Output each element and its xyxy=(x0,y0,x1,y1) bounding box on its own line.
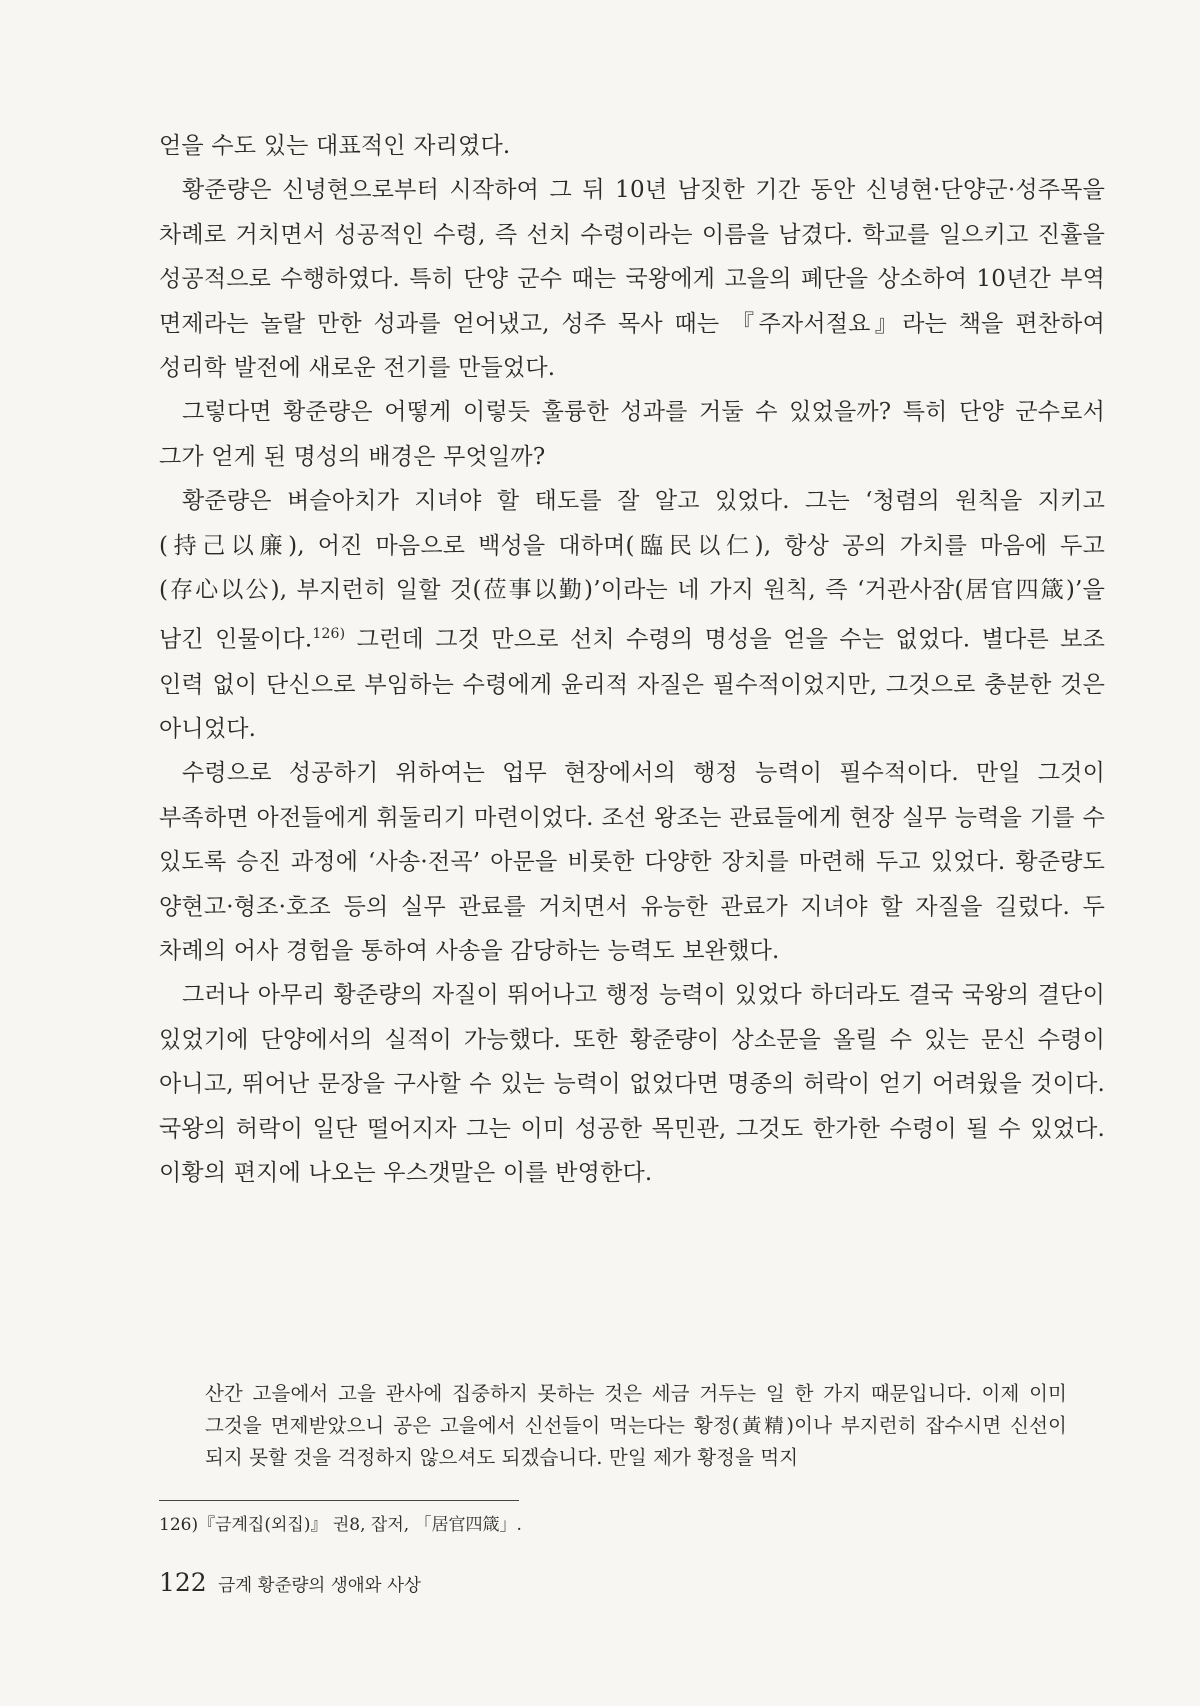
body-text xyxy=(159,124,1105,1195)
principles-text: 황준량은 벼슬아치가 지녀야 할 태도를 잘 알고 있었다. 그는 ‘청렴의 원칙을 지키고(持己以廉), 어진 마음으로 백성을 대하며(臨民以仁), 항상 공의 가치를 마음에 두고(存心以公), 부지런히 일할 것(莅事以勤)’이라는 네 가지 원칙, 즉 ‘거관사잠(居官四箴)’을 남긴 인물이다. xyxy=(159,488,1105,654)
paragraph-administration: 수령으로 성공하기 위하여는 업무 현장에서의 행정 능력이 필수적이다. 만일 그것이 부족하면 아전들에게 휘둘리기 마련이었다. 조선 왕조는 관료들에게 현장 실무 능력을 기를 수 있도록 승진 과정에 ‘사송·전곡’ 아문을 비롯한 다양한 장치를 마련해 두고 있었다. 황준량도 양현고·형조·호조 등의 실무 관료를 거치면서 유능한 관료가 지녀야 할 자질을 길렀다. 두 차례의 어사 경험을 통하여 사송을 감당하는 능력도 보완했다. xyxy=(159,760,1105,964)
block-quote: 산간 고을에서 고을 관사에 집중하지 못하는 것은 세금 거두는 일 한 가지 때문입니다. 이제 이미 그것을 면제받았으니 공은 고을에서 신선들이 먹는다는 황정(黃精)이나 부지런히 잡수시면 신선이 되지 못할 것을 걱정하지 않으셔도 되겠습니다. 만일 제가 황정을 먹지 xyxy=(205,1382,1067,1469)
paragraph-principles xyxy=(159,479,1105,751)
footnote: 126)『금계집(외집)』 권8, 잡저, 「居官四箴」. xyxy=(159,1515,522,1535)
paragraph-continuation: 얻을 수도 있는 대표적인 자리였다. xyxy=(159,133,511,159)
paragraph-royal-decision: 그러나 아무리 황준량의 자질이 뛰어나고 행정 능력이 있었다 하더라도 결국 국왕의 결단이 있었기에 단양에서의 실적이 가능했다. 또한 황준량이 상소문을 올릴 수 있는 문신 수령이 아니고, 뛰어난 문장을 구사할 수 있는 능력이 없었다면 명종의 허락이 얻기 어려웠을 것이다. 국왕의 허락이 일단 떨어지자 그는 이미 성공한 목민관, 그것도 한가한 수령이 될 수 있었다. 이황의 편지에 나오는 우스갯말은 이를 반영한다. xyxy=(159,982,1105,1186)
paragraph-question: 그렇다면 황준량은 어떻게 이렇듯 훌륭한 성과를 거둘 수 있었을까? 특히 단양 군수로서 그가 얻게 된 명성의 배경은 무엇일까? xyxy=(159,399,1105,470)
page-number: 122 xyxy=(159,1568,207,1597)
page-footer xyxy=(159,1568,421,1601)
principles-text-continued: 그런데 그것 만으로 선치 수령의 명성을 얻을 수는 없었다. 별다른 보조 인력 없이 단신으로 부임하는 수령에게 윤리적 자질은 필수적이었지만, 그것으로 충분한 것은 아니었다. xyxy=(159,627,1106,742)
footnote-reference: 126) xyxy=(312,626,346,643)
paragraph-career-summary: 황준량은 신녕현으로부터 시작하여 그 뒤 10년 남짓한 기간 동안 신녕현·단양군·성주목을 차례로 거치면서 성공적인 수령, 즉 선치 수령이라는 이름을 남겼다. 학교를 일으키고 진휼을 성공적으로 수행하였다. 특히 단양 군수 때는 국왕에게 고을의 폐단을 상소하여 10년간 부역 면제라는 놀랄 만한 성과를 얻어냈고, 성주 목사 때는 『주자서절요』라는 책을 편찬하여 성리학 발전에 새로운 전기를 만들었다. xyxy=(159,177,1105,382)
running-title: 금계 황준량의 생애와 사상 xyxy=(218,1576,421,1596)
footnote-divider xyxy=(159,1500,519,1501)
